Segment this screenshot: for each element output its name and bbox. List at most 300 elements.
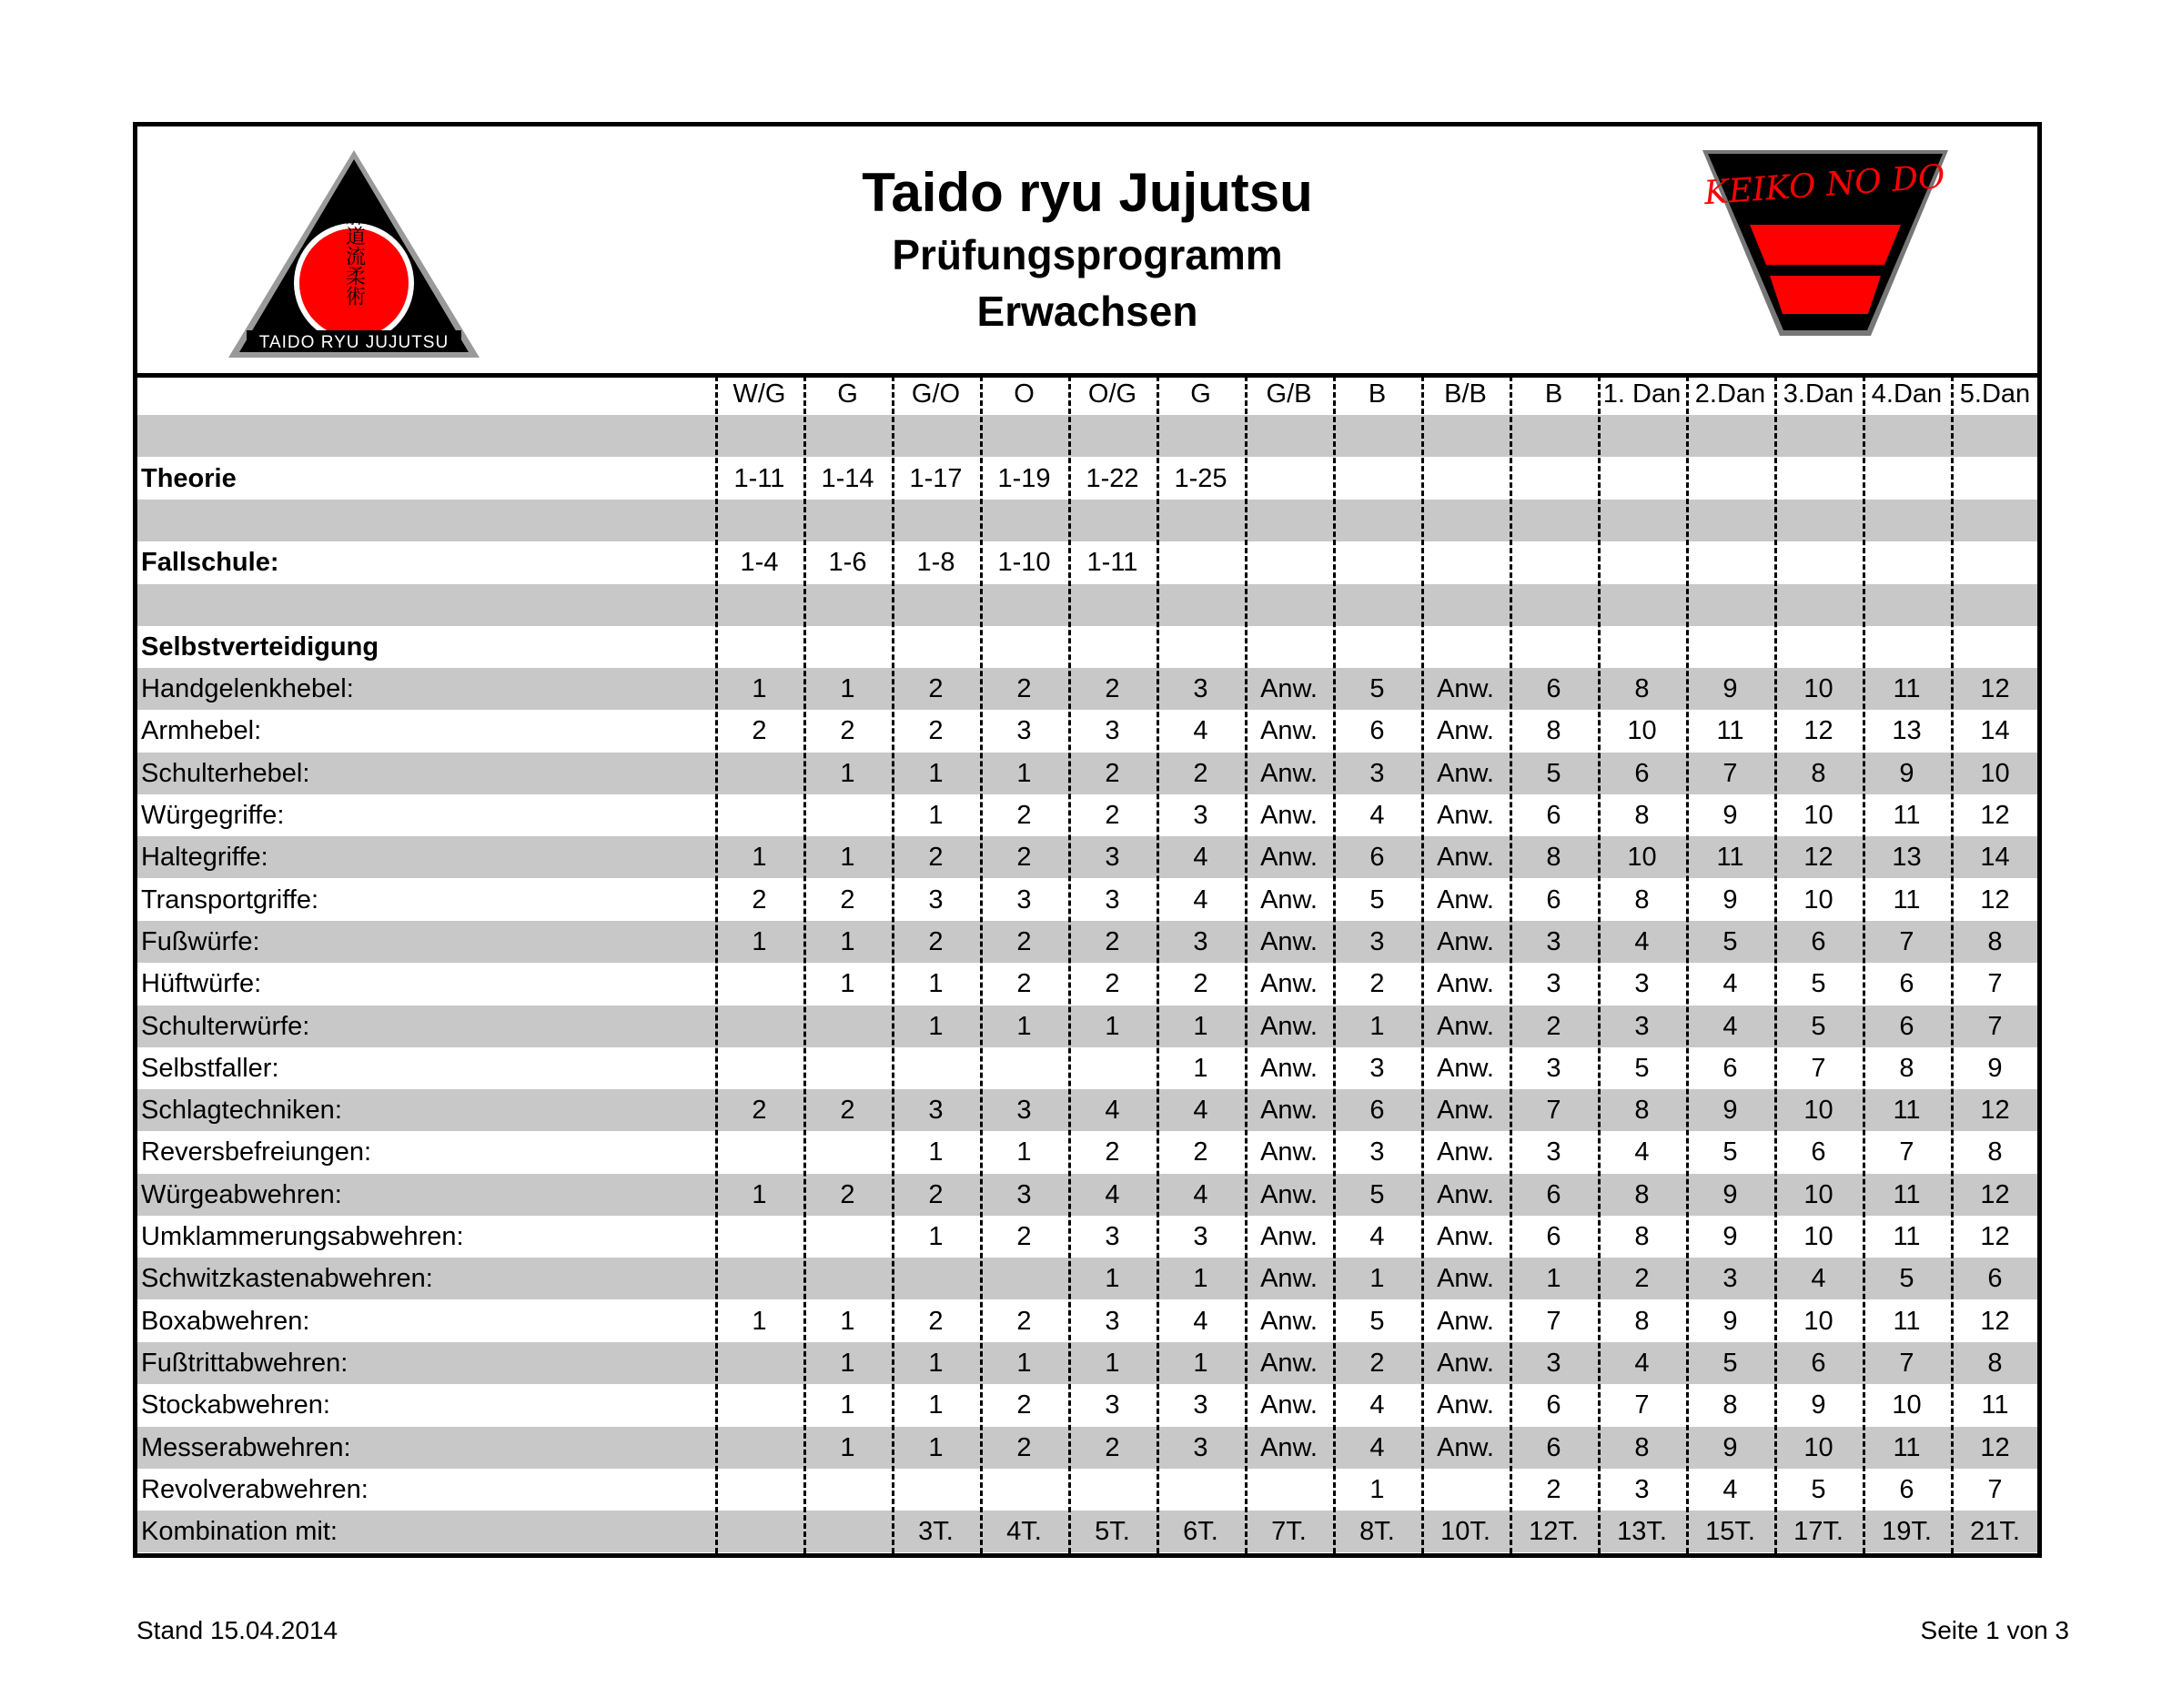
table-row — [137, 921, 2037, 963]
table-cell: Anw. — [1437, 1179, 1494, 1209]
table-cell — [1598, 541, 1686, 583]
document-subtitle: Prüfungsprogramm — [892, 231, 1283, 278]
table-cell: 11 — [1893, 884, 1921, 915]
column-header: 2.Dan — [1694, 379, 1766, 409]
table-row — [137, 1511, 2037, 1552]
table-cell: 2 — [1105, 758, 1120, 788]
table-cell: 13T. — [1617, 1517, 1667, 1547]
table-cell: 13 — [1892, 716, 1922, 746]
table-cell: 2 — [1016, 1306, 1032, 1336]
table-cell — [980, 584, 1068, 626]
table-cell — [715, 1342, 803, 1384]
table-cell — [1951, 458, 2039, 500]
table-cell — [1598, 415, 1686, 457]
table-cell — [1598, 458, 1686, 500]
table-cell: 9 — [1722, 674, 1738, 704]
table-cell: 8 — [1634, 884, 1650, 915]
table-cell: 3 — [1369, 758, 1385, 788]
table-cell: 6 — [1987, 1264, 2003, 1294]
table-row — [137, 1131, 2037, 1173]
table-cell: 2 — [840, 884, 855, 915]
table-cell — [803, 794, 892, 836]
table-cell: 12 — [1980, 801, 2010, 830]
table-cell: 7T. — [1271, 1517, 1307, 1547]
table-cell: 12 — [1803, 843, 1833, 873]
table-cell — [1686, 458, 1774, 500]
table-cell: 3 — [1369, 1137, 1385, 1167]
table-cell — [1598, 584, 1686, 626]
table-cell: 2 — [928, 926, 944, 956]
table-cell: 2 — [1369, 1348, 1385, 1378]
table-cell: 1 — [840, 1306, 855, 1336]
table-row — [137, 879, 2037, 921]
table-cell — [1863, 500, 1951, 541]
table-cell — [980, 626, 1068, 668]
table-row — [137, 1006, 2037, 1047]
table-cell — [803, 584, 892, 626]
table-cell: 5T. — [1095, 1517, 1130, 1547]
row-label: Kombination mit: — [141, 1517, 338, 1547]
table-cell: 3T. — [918, 1517, 954, 1547]
row-label: Armhebel: — [141, 716, 262, 746]
row-label: Stockabwehren: — [141, 1390, 330, 1420]
table-cell: 2 — [752, 1096, 767, 1126]
table-cell: 3 — [1546, 1053, 1561, 1083]
table-cell: 3 — [1016, 716, 1032, 746]
table-cell: 5 — [1899, 1264, 1914, 1294]
table-cell: 1-17 — [909, 463, 963, 493]
table-cell: 3 — [1546, 1137, 1561, 1167]
table-cell: 7 — [1899, 1137, 1914, 1167]
table-cell: 7 — [1987, 1474, 2003, 1504]
column-header: O — [1014, 379, 1035, 409]
table-cell: 1 — [840, 1348, 855, 1378]
table-cell: 10 — [1627, 716, 1657, 746]
table-cell: 1-6 — [828, 548, 867, 578]
table-cell: 6 — [1546, 1432, 1561, 1462]
table-cell: 2 — [1016, 801, 1032, 830]
table-cell: 1 — [1193, 1264, 1208, 1294]
table-cell: Anw. — [1260, 1096, 1318, 1126]
table-cell: 1-4 — [740, 548, 779, 578]
column-divider — [1774, 376, 1777, 1553]
table-cell: 9 — [1722, 801, 1738, 830]
row-label: Reversbefreiungen: — [141, 1137, 372, 1167]
row-label: Transportgriffe: — [141, 884, 319, 915]
table-cell: 12 — [1980, 1306, 2010, 1336]
table-cell — [715, 1511, 803, 1552]
table-cell: Anw. — [1260, 1432, 1318, 1462]
table-cell: 4T. — [1006, 1517, 1042, 1547]
table-cell — [803, 415, 892, 457]
table-cell: 1 — [1193, 1011, 1208, 1041]
table-cell: 1 — [1105, 1348, 1120, 1378]
table-cell — [1686, 541, 1774, 583]
table-cell: Anw. — [1437, 1264, 1494, 1294]
table-cell: 1 — [1105, 1011, 1120, 1041]
table-cell: 4 — [1634, 1137, 1650, 1167]
table-cell: 11 — [1893, 801, 1921, 830]
table-cell — [1863, 415, 1951, 457]
table-cell — [892, 1047, 980, 1089]
column-divider — [1686, 376, 1689, 1553]
table-cell: Anw. — [1437, 1137, 1494, 1167]
table-cell — [892, 500, 980, 541]
table-cell: 2 — [752, 716, 767, 746]
table-cell: Anw. — [1437, 1096, 1494, 1126]
table-cell: 6 — [1546, 884, 1561, 915]
row-label: Selbstverteidigung — [141, 632, 379, 662]
table-cell: 1 — [840, 758, 855, 788]
table-cell: 2 — [840, 1179, 855, 1209]
table-cell — [980, 1047, 1068, 1089]
table-cell — [715, 626, 803, 668]
table-cell: 1 — [840, 1432, 855, 1462]
table-cell: Anw. — [1260, 1390, 1318, 1420]
table-cell — [1157, 626, 1245, 668]
table-cell: 1 — [1016, 1011, 1032, 1041]
table-cell: 2 — [1105, 926, 1120, 956]
svg-text:TAIDO RYU JUJUTSU: TAIDO RYU JUJUTSU — [258, 333, 450, 352]
table-cell: 1 — [1016, 1348, 1032, 1378]
table-cell: 4 — [1369, 801, 1385, 830]
table-cell: 1 — [928, 1390, 944, 1420]
column-divider — [980, 376, 983, 1553]
table-cell: 11 — [1716, 716, 1744, 746]
table-cell: Anw. — [1260, 716, 1318, 746]
table-row — [137, 1384, 2037, 1426]
column-divider — [1863, 376, 1865, 1553]
table-cell: 10 — [1803, 1306, 1833, 1336]
table-cell: 6 — [1899, 969, 1914, 999]
table-row — [137, 584, 2037, 626]
table-cell: 1-19 — [997, 463, 1051, 493]
row-label: Schwitzkastenabwehren: — [141, 1264, 433, 1294]
table-row — [137, 1089, 2037, 1131]
table-cell: 3 — [1105, 1390, 1120, 1420]
document-subtitle-audience: Erwachsen — [976, 288, 1198, 335]
column-divider — [892, 376, 894, 1553]
table-cell: 5 — [1722, 1348, 1738, 1378]
table-cell: 1 — [1369, 1011, 1385, 1041]
table-cell: 1 — [840, 926, 855, 956]
column-divider — [1421, 376, 1424, 1553]
table-cell: Anw. — [1437, 801, 1494, 830]
table-cell: 6 — [1369, 716, 1385, 746]
table-cell: 3 — [1193, 926, 1208, 956]
table-row — [137, 458, 2037, 500]
table-cell: 2 — [752, 884, 767, 915]
table-cell: 2 — [928, 674, 944, 704]
row-label: Fußtrittabwehren: — [141, 1348, 349, 1378]
table-cell: Anw. — [1437, 843, 1494, 873]
table-cell: 8 — [1634, 1432, 1650, 1462]
table-cell — [980, 1469, 1068, 1511]
table-cell: 2 — [840, 716, 855, 746]
table-cell: 6 — [1899, 1011, 1914, 1041]
table-cell: 6 — [1369, 843, 1385, 873]
table-cell: 11 — [1893, 1179, 1921, 1209]
table-cell: 6T. — [1183, 1517, 1218, 1547]
table-cell: 3 — [1369, 926, 1385, 956]
table-cell: Anw. — [1437, 1348, 1494, 1378]
table-cell: 1 — [928, 969, 944, 999]
table-cell: Anw. — [1437, 1011, 1494, 1041]
table-cell — [1686, 626, 1774, 668]
table-cell: 1 — [1105, 1264, 1120, 1294]
table-cell: 3 — [1369, 1053, 1385, 1083]
table-cell: 2 — [1193, 1137, 1208, 1167]
table-cell: 17T. — [1793, 1517, 1844, 1547]
table-cell: 2 — [1546, 1474, 1561, 1504]
table-cell: 2 — [1105, 674, 1120, 704]
table-cell: 19T. — [1882, 1517, 1932, 1547]
table-cell: Anw. — [1260, 1348, 1318, 1378]
table-cell — [715, 1216, 803, 1258]
column-divider — [1157, 376, 1159, 1553]
table-cell: 2 — [928, 1179, 944, 1209]
table-row — [137, 541, 2037, 583]
table-row — [137, 500, 2037, 541]
table-cell: 2 — [1016, 926, 1032, 956]
table-cell: 6 — [1811, 926, 1826, 956]
table-cell: 7 — [1987, 969, 2003, 999]
table-cell: Anw. — [1437, 1222, 1494, 1251]
table-cell: 9 — [1811, 1390, 1826, 1420]
row-label: Fußwürfe: — [141, 926, 260, 956]
table-cell: Anw. — [1260, 1306, 1318, 1336]
table-cell: Anw. — [1437, 884, 1494, 915]
table-cell — [715, 1469, 803, 1511]
table-cell — [803, 1258, 892, 1299]
table-cell: 5 — [1811, 1474, 1826, 1504]
table-cell — [1157, 584, 1245, 626]
table-cell: 6 — [1546, 1390, 1561, 1420]
table-cell: 6 — [1546, 1222, 1561, 1251]
table-cell: 3 — [928, 884, 944, 915]
table-cell: 2 — [1016, 1432, 1032, 1462]
table-cell — [803, 1006, 892, 1047]
table-cell — [715, 1131, 803, 1173]
table-cell — [1774, 415, 1863, 457]
table-cell: 6 — [1811, 1137, 1826, 1167]
table-cell: 2 — [1016, 1390, 1032, 1420]
table-cell: 8 — [1899, 1053, 1914, 1083]
table-cell: 9 — [1987, 1053, 2003, 1083]
table-cell: 3 — [928, 1096, 944, 1126]
column-divider — [1951, 376, 1954, 1553]
table-cell: 1 — [1369, 1264, 1385, 1294]
table-cell — [1245, 541, 1333, 583]
table-cell: 1 — [840, 674, 855, 704]
table-cell: 1 — [1369, 1474, 1385, 1504]
footer-page-number: Seite 1 von 3 — [1920, 1616, 2069, 1644]
table-cell: 5 — [1811, 1011, 1826, 1041]
table-cell — [715, 1047, 803, 1089]
table-cell — [1245, 584, 1333, 626]
table-cell: 6 — [1634, 758, 1650, 788]
table-cell — [892, 626, 980, 668]
table-row — [137, 1216, 2037, 1258]
table-cell — [1333, 626, 1421, 668]
table-cell: 10 — [1892, 1390, 1922, 1420]
row-label: Boxabwehren: — [141, 1306, 310, 1336]
table-cell: 12T. — [1529, 1517, 1579, 1547]
keiko-no-do-logo — [1702, 150, 1948, 340]
table-cell: 1 — [928, 1432, 944, 1462]
svg-text:KEIKO NO DO: KEIKO NO DO — [1702, 157, 1946, 213]
table-cell: 8 — [1634, 1222, 1650, 1251]
table-cell — [1863, 626, 1951, 668]
table-row — [137, 1427, 2037, 1469]
table-cell: 6 — [1546, 801, 1561, 830]
table-cell: 2 — [1105, 801, 1120, 830]
table-cell: 3 — [1193, 1390, 1208, 1420]
table-cell: 4 — [1722, 1011, 1738, 1041]
table-cell: 7 — [1722, 758, 1738, 788]
table-cell: 11 — [1893, 1222, 1921, 1251]
table-cell: 7 — [1811, 1053, 1826, 1083]
table-cell: Anw. — [1437, 716, 1494, 746]
table-cell: 2 — [1105, 1137, 1120, 1167]
table-cell: 3 — [1105, 716, 1120, 746]
table-row — [137, 1469, 2037, 1511]
table-cell: 5 — [1369, 1306, 1385, 1336]
table-cell: 3 — [1016, 1096, 1032, 1126]
table-cell: 8 — [1722, 1390, 1738, 1420]
table-row — [137, 1342, 2037, 1384]
table-cell: 6 — [1722, 1053, 1738, 1083]
table-cell: 1-25 — [1174, 463, 1227, 493]
table-cell: 4 — [1193, 716, 1208, 746]
table-cell — [1774, 584, 1863, 626]
table-row — [137, 415, 2037, 457]
table-cell: 7 — [1546, 1096, 1561, 1126]
table-cell: 2 — [928, 843, 944, 873]
row-label: Fallschule: — [141, 548, 279, 578]
column-divider — [1510, 376, 1512, 1553]
column-header: B/B — [1444, 379, 1487, 409]
table-cell: 12 — [1980, 1432, 2010, 1462]
table-cell: 5 — [1546, 758, 1561, 788]
table-cell — [1068, 415, 1157, 457]
table-cell: 21T. — [1970, 1517, 2020, 1547]
table-cell — [803, 1131, 892, 1173]
table-cell: 2 — [1546, 1011, 1561, 1041]
column-header: B — [1368, 379, 1387, 409]
table-cell — [1951, 541, 2039, 583]
table-cell — [1068, 626, 1157, 668]
table-cell: 10 — [1803, 801, 1833, 830]
table-cell: 8 — [1811, 758, 1826, 788]
table-cell — [1686, 415, 1774, 457]
table-cell: 11 — [1893, 1306, 1921, 1336]
table-cell: 5 — [1722, 1137, 1738, 1167]
table-cell: 4 — [1369, 1390, 1385, 1420]
table-cell: 8 — [1634, 801, 1650, 830]
table-cell — [715, 1427, 803, 1469]
table-cell: 8 — [1987, 1137, 2003, 1167]
table-cell: Anw. — [1437, 758, 1494, 788]
table-cell: Anw. — [1260, 926, 1318, 956]
table-cell: 3 — [1634, 1474, 1650, 1504]
table-cell: 1 — [752, 843, 767, 873]
table-cell: 12 — [1980, 1222, 2010, 1251]
table-cell: 5 — [1369, 674, 1385, 704]
table-cell: 1-11 — [1086, 548, 1138, 578]
table-cell — [1510, 584, 1598, 626]
table-cell: 9 — [1722, 1222, 1738, 1251]
table-cell — [1157, 500, 1245, 541]
document-header — [137, 126, 2037, 378]
table-cell: 7 — [1899, 926, 1914, 956]
table-cell — [892, 415, 980, 457]
table-cell: 5 — [1369, 1179, 1385, 1209]
row-label: Handgelenkhebel: — [141, 674, 354, 704]
table-cell: 9 — [1722, 1306, 1738, 1336]
table-cell — [1068, 1469, 1157, 1511]
table-cell: 12 — [1803, 716, 1833, 746]
table-cell: 2 — [1634, 1264, 1650, 1294]
table-cell — [803, 626, 892, 668]
table-cell: 1 — [752, 674, 767, 704]
table-cell — [1951, 584, 2039, 626]
table-cell: 5 — [1811, 969, 1826, 999]
table-cell: 1 — [928, 758, 944, 788]
row-label: Würgegriffe: — [141, 801, 285, 830]
document-title: Taido ryu Jujutsu — [862, 162, 1313, 223]
table-cell: 3 — [1193, 1432, 1208, 1462]
table-cell — [715, 1384, 803, 1426]
table-cell: Anw. — [1437, 969, 1494, 999]
table-cell: Anw. — [1260, 1137, 1318, 1167]
table-cell: 4 — [1811, 1264, 1826, 1294]
table-cell — [1863, 584, 1951, 626]
table-cell — [1421, 584, 1510, 626]
table-cell — [980, 415, 1068, 457]
table-cell: 8 — [1987, 926, 2003, 956]
table-cell: Anw. — [1260, 1011, 1318, 1041]
table-cell: 10 — [1803, 1096, 1833, 1126]
table-cell: 3 — [1105, 1306, 1120, 1336]
table-cell: 12 — [1980, 1096, 2010, 1126]
table-cell: 1 — [928, 1011, 944, 1041]
table-cell — [803, 1511, 892, 1552]
row-label: Würgeabwehren: — [141, 1179, 342, 1209]
table-cell — [1863, 541, 1951, 583]
table-cell — [715, 1258, 803, 1299]
column-header: W/G — [732, 379, 786, 409]
table-cell: 1 — [928, 1348, 944, 1378]
table-cell: Anw. — [1260, 1264, 1318, 1294]
table-cell — [715, 794, 803, 836]
table-cell — [715, 753, 803, 794]
table-cell — [1951, 626, 2039, 668]
table-cell: 3 — [1634, 969, 1650, 999]
column-divider — [1598, 376, 1601, 1553]
table-cell: 8 — [1634, 1179, 1650, 1209]
table-cell: 7 — [1987, 1011, 2003, 1041]
column-header: B — [1544, 379, 1563, 409]
table-cell: 7 — [1546, 1306, 1561, 1336]
table-cell — [1774, 458, 1863, 500]
column-divider — [1068, 376, 1071, 1553]
table-cell — [1510, 415, 1598, 457]
table-cell — [1068, 1047, 1157, 1089]
table-cell: 9 — [1722, 884, 1738, 915]
table-cell — [1421, 500, 1510, 541]
table-cell: 9 — [1722, 1179, 1738, 1209]
